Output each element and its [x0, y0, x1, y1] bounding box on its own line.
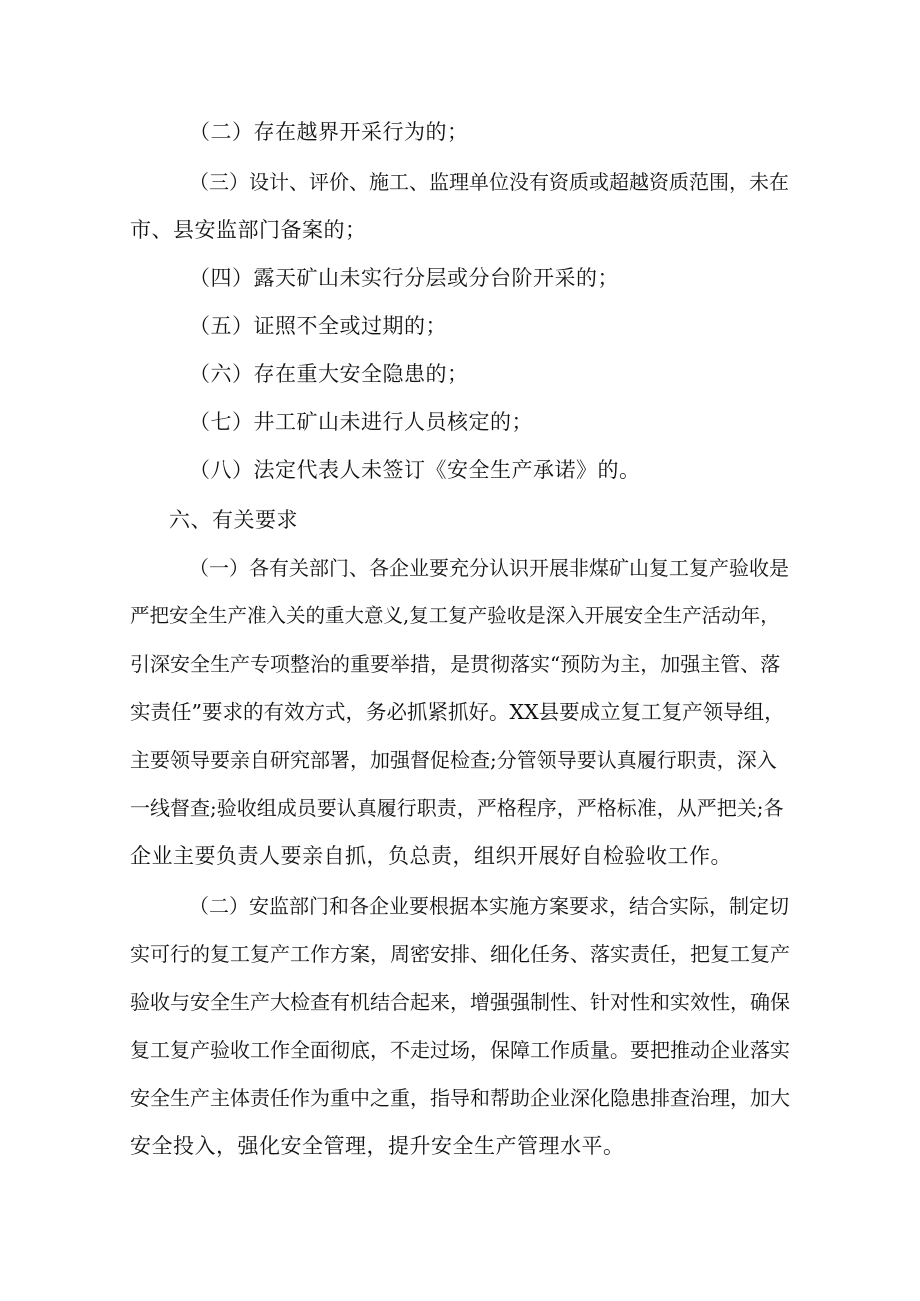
requirement-2-line: 实可行的复工复产工作方案，周密安排、细化任务、落实责任，把复工复产	[130, 942, 790, 966]
requirement-1-line: 一线督查;验收组成员要认真履行职责，严格程序，严格标准，从严把关;各	[130, 796, 784, 820]
list-item-3-continuation: 市、县安监部门备案的；	[130, 218, 367, 242]
list-item-5: （五）证照不全或过期的；	[189, 314, 447, 338]
requirement-2-line: 安全生产主体责任作为重中之重，指导和帮助企业深化隐患排查治理，加大	[130, 1086, 790, 1110]
requirement-1-line: 企业主要负责人要亲自抓，负总责，组织开展好自检验收工作。	[130, 844, 732, 868]
requirement-2-line: （二）安监部门和各企业要根据本实施方案要求，结合实际，制定切	[189, 894, 789, 918]
requirement-2-line: 复工复产验收工作全面彻底，不走过场，保障工作质量。要把推动企业落实	[130, 1038, 790, 1062]
list-item-3: （三）设计、评价、施工、监理单位没有资质或超越资质范围，未在	[189, 170, 789, 194]
list-item-8: （八）法定代表人未签订《安全生产承诺》的。	[189, 458, 641, 482]
requirement-1-line: 严把安全生产准入关的重大意义,复工复产验收是深入开展安全生产活动年，	[130, 604, 780, 627]
list-item-2: （二）存在越界开采行为的；	[189, 120, 469, 144]
list-item-7: （七）井工矿山未进行人员核定的；	[189, 410, 533, 434]
requirement-2-line: 验收与安全生产大检查有机结合起来，增强强制性、针对性和实效性，确保	[130, 990, 790, 1014]
requirement-2-line: 安全投入，强化安全管理，提升安全生产管理水平。	[130, 1134, 625, 1158]
requirement-1-line: 实责任”要求的有效方式，务必抓紧抓好。XX县要成立复工复产领导组，	[130, 700, 785, 724]
requirement-1-line: （一）各有关部门、各企业要充分认识开展非煤矿山复工复产验收是	[189, 556, 789, 580]
list-item-4: （四）露天矿山未实行分层或分台阶开采的；	[189, 266, 619, 290]
requirement-1-line: 主要领导要亲自研究部署，加强督促检查;分管领导要认真履行职责，深入	[130, 748, 777, 772]
section-heading: 六、有关要求	[169, 508, 298, 532]
list-item-6: （六）存在重大安全隐患的；	[189, 362, 469, 386]
requirement-1-line: 引深安全生产专项整治的重要举措，是贯彻落实“预防为主，加强主管、落	[130, 652, 781, 676]
